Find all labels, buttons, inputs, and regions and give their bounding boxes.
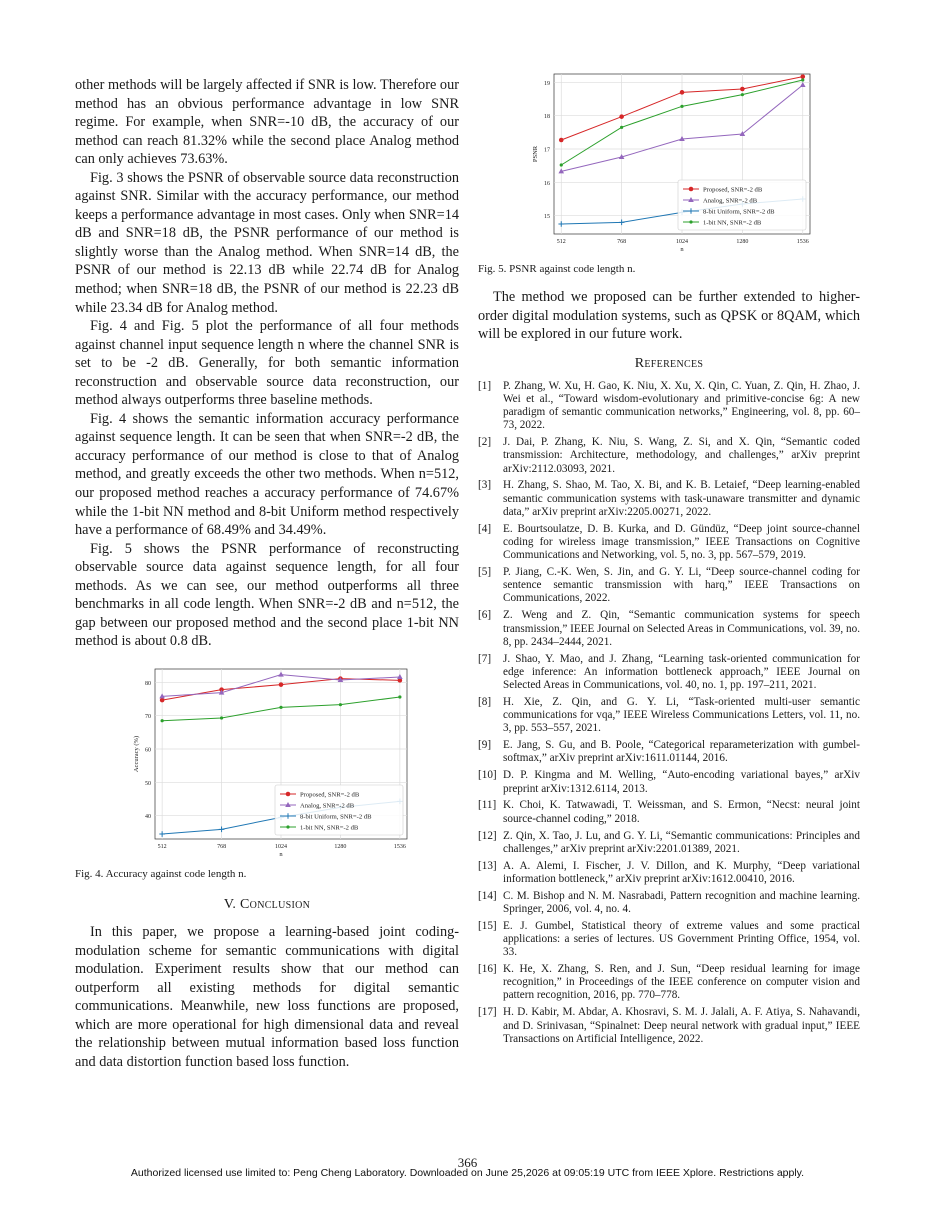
body-paragraph: Fig. 4 and Fig. 5 plot the performance of all four methods against channel input sequence length n where the channel SNR is set to be -2 dB. Generally, for both semantic information reconstruction and observable source data reconstruction, our method always outperforms three baseline methods.: [75, 318, 459, 409]
figure-4-caption: Fig. 4. Accuracy against code length n.: [75, 867, 247, 880]
reference-number: [5]: [478, 566, 492, 579]
reference-text: H. D. Kabir, M. Abdar, A. Khosravi, S. M. J. Jalali, A. F. Atiya, S. Nahavandi, and D. Srinivasan, “Spinalnet: Deep neural network with gradual input,” IEEE Transactions on Artificial Intelligence, 2022.: [503, 1006, 860, 1045]
legend-label: Analog, SNR=-2 dB: [703, 197, 758, 205]
legend-label: Proposed, SNR=-2 dB: [703, 186, 763, 194]
legend-label: 8-bit Uniform, SNR=-2 dB: [300, 813, 372, 821]
y-tick-label: 70: [145, 714, 151, 721]
legend-label: 1-bit NN, SNR=-2 dB: [300, 824, 359, 832]
data-point: [286, 792, 291, 797]
x-tick-label: 768: [617, 239, 627, 245]
right-column: [478, 76, 860, 1050]
reference-item: [478, 653, 860, 693]
data-point: [160, 698, 165, 703]
reference-item: [478, 479, 860, 519]
y-tick-label: 15: [544, 214, 550, 221]
data-point: [680, 90, 685, 95]
x-tick-label: 1280: [736, 239, 749, 245]
y-tick-label: 40: [145, 814, 151, 821]
license-notice: Authorized licensed use limited to: Peng Cheng Laboratory. Downloaded on June 25,2026 at 09:05:19 UTC from IEEE Xplore. Restrictions apply.: [130, 1167, 805, 1179]
reference-number: [14]: [478, 889, 497, 902]
data-point: [559, 138, 564, 143]
reference-item: [478, 739, 860, 765]
reference-number: [9]: [478, 739, 492, 752]
reference-item: [478, 963, 860, 1003]
y-tick-label: 50: [145, 780, 151, 787]
reference-item: [478, 566, 860, 606]
reference-text: K. He, X. Zhang, S. Ren, and J. Sun, “Deep residual learning for image recognition,” in Proceedings of the IEEE conference on computer vision and pattern recognition, 2016, pp. 770–778.: [503, 963, 860, 1002]
legend-label: Analog, SNR=-2 dB: [300, 802, 355, 810]
y-tick-label: 16: [544, 180, 550, 187]
reference-text: Z. Weng and Z. Qin, “Semantic communication systems for speech transmission,” IEEE Journal on Selected Areas in Communications, vol. 39, no. 8, pp. 2434–2444, 2021.: [503, 609, 861, 648]
reference-item: [478, 920, 860, 960]
reference-number: [13]: [478, 859, 497, 872]
page-number: 366: [457, 1155, 478, 1170]
reference-item: [478, 890, 860, 916]
reference-number: [10]: [478, 769, 497, 782]
reference-item: [478, 609, 860, 649]
legend-label: 8-bit Uniform, SNR=-2 dB: [703, 208, 775, 216]
accuracy-chart: [115, 661, 415, 861]
reference-item: [478, 1006, 860, 1046]
data-point: [801, 78, 804, 81]
body-paragraph: Fig. 4 shows the semantic information accuracy performance against sequence length. It can be seen that when SNR=-2 dB, the accuracy performance of our method is close to that of Analog method, and greatly exceeds the other two methods. When n=512, our proposed method reaches a accuracy performance of 74.67% while the 1-bit NN method and 8-bit Uniform method respectively have a performance of 68.49% and 34.49%.: [75, 410, 459, 539]
figure-5-caption: Fig. 5. PSNR against code length n.: [478, 263, 636, 275]
y-tick-label: 17: [544, 147, 550, 154]
reference-number: [17]: [478, 1006, 497, 1019]
reference-text: Z. Qin, X. Tao, J. Lu, and G. Y. Li, “Semantic communications: Principles and challenges,” arXiv preprint arXiv:2201.01389, 2021.: [503, 829, 860, 855]
x-tick-label: 1536: [393, 843, 406, 850]
y-tick-label: 60: [145, 747, 151, 754]
data-point: [800, 74, 805, 79]
reference-text: P. Zhang, W. Xu, H. Gao, K. Niu, X. Xu, X. Qin, C. Yuan, Z. Qin, H. Zhao, J. Wei et al., “Toward wisdom-evolutionary and primitive-concise 6g: A new paradigm of semantic communication networks,” Engineering, vol. 8, pp. 60–73, 2022.: [503, 379, 860, 432]
reference-text: K. Choi, K. Tatwawadi, T. Weissman, and S. Ermon, “Necst: neural joint source-channel coding,” 2018.: [503, 799, 860, 825]
legend-label: 1-bit NN, SNR=-2 dB: [703, 219, 762, 227]
reference-number: [1]: [478, 379, 492, 392]
data-point: [220, 716, 223, 719]
reference-number: [15]: [478, 919, 497, 932]
reference-text: C. M. Bishop and N. M. Nasrabadi, Pattern recognition and machine learning. Springer, 2006, vol. 4, no. 4.: [503, 889, 860, 915]
y-tick-label: 18: [544, 114, 550, 121]
data-point: [689, 220, 692, 223]
x-tick-label: 512: [157, 843, 167, 850]
x-axis-label: n: [680, 246, 684, 253]
x-tick-label: 1280: [334, 843, 347, 850]
psnr-chart: [518, 68, 818, 256]
reference-number: [2]: [478, 436, 492, 449]
reference-text: J. Shao, Y. Mao, and J. Zhang, “Learning task-oriented communication for edge inference: An information bottleneck approach,” IEEE Journal on Selected Areas in Communications, vol. 40, no. 1, pp. 197–211, 2021.: [503, 652, 860, 692]
data-point: [339, 703, 342, 706]
reference-text: H. Zhang, S. Shao, M. Tao, X. Bi, and K. B. Letaief, “Deep learning-enabled semantic communication systems with task-unaware transmitter and dynamic data,” arXiv preprint arXiv:2205.00271, 2022.: [503, 479, 860, 518]
x-tick-label: 1024: [275, 843, 287, 850]
reference-number: [4]: [478, 522, 492, 535]
conclusion-paragraph: In this paper, we propose a learning-based joint coding-modulation scheme for semantic communications with digital modulation. Experiment results show that our method can outperform all existing methods for digital semantic communications. Meanwhile, new loss functions are proposed, which are more operational for high dimensional data and reveal the relationship between mutual information based loss function and data distortion function based loss function.: [75, 923, 459, 1070]
data-point: [398, 695, 401, 698]
x-axis-label: n: [279, 850, 283, 858]
reference-text: P. Jiang, C.-K. Wen, S. Jin, and G. Y. Li, “Deep source-channel coding for sentence semantic transmission with harq,” IEEE Transactions on Communications, 2022.: [503, 566, 860, 605]
reference-number: [8]: [478, 695, 492, 708]
reference-text: E. J. Gumbel, Statistical theory of extreme values and some practical applications: a series of lectures. US Government Printing Office, 1954, vol. 33.: [503, 919, 860, 959]
reference-item: [478, 860, 860, 886]
y-axis-label: PSNR: [532, 145, 539, 163]
body-paragraph: Fig. 5 shows the PSNR performance of reconstructing observable source data against sequence length, for all four methods. As we can see, our method outperforms all three benchmarks in all code length. When SNR=-2 dB and n=512, the gap between our proposed method and the second place 1-bit NN method is about 0.8 dB.: [75, 540, 459, 650]
reference-item: [478, 523, 860, 563]
data-point: [741, 93, 744, 96]
y-axis-label: Accuracy (%): [133, 735, 140, 773]
body-paragraph: The method we proposed can be further extended to higher-order digital modulation systems, such as QPSK or 8QAM, which will be explored in our future work.: [478, 289, 860, 343]
data-point: [619, 114, 624, 119]
figure-4: [115, 661, 459, 861]
reference-number: [12]: [478, 829, 497, 842]
data-point: [620, 126, 623, 129]
body-paragraph: other methods will be largely affected if SNR is low. Therefore our method has an obvious performance advantage in low SNR regime. For example, when SNR=-10 dB, the accuracy of our method can reach 81.32% while the second place Analog method can only achieves 73.63%.: [75, 77, 459, 168]
data-point: [286, 825, 289, 828]
y-tick-label: 80: [145, 680, 151, 687]
references-title: References: [634, 355, 704, 371]
data-point: [279, 706, 282, 709]
reference-text: E. Jang, S. Gu, and B. Poole, “Categorical reparameterization with gumbel-softmax,” arXiv preprint arXiv:1611.01144, 2016.: [503, 739, 860, 765]
x-tick-label: 512: [556, 239, 566, 245]
reference-item: [478, 436, 860, 476]
reference-number: [6]: [478, 609, 492, 622]
reference-item: [478, 696, 860, 736]
left-column: [75, 76, 459, 1071]
body-paragraph: Fig. 3 shows the PSNR of observable source data reconstruction against SNR. Similar with the accuracy performance, our method keeps a performance advantage in most cases. Only when SNR=14 dB and SNR=18 dB, the PSNR performance of our method is slightly worse than the Analog method. When SNR=14 dB, the PSNR of our method is 22.13 dB while 22.74 dB for Analog method; when SNR=18 dB, the PSNR of our method is 22.23 dB while 23.34 dB for Analog method.: [75, 169, 459, 316]
data-point: [560, 163, 563, 166]
reference-item: [478, 769, 860, 795]
data-point: [740, 87, 745, 92]
reference-number: [16]: [478, 963, 497, 976]
reference-item: [478, 830, 860, 856]
reference-number: [3]: [478, 479, 492, 492]
legend-label: Proposed, SNR=-2 dB: [300, 791, 360, 799]
x-tick-label: 1536: [796, 239, 809, 245]
reference-number: [7]: [478, 652, 492, 665]
reference-item: [478, 799, 860, 825]
reference-number: [11]: [478, 799, 497, 812]
data-point: [689, 187, 694, 192]
reference-text: D. P. Kingma and M. Welling, “Auto-encoding variational bayes,” arXiv preprint arXiv:1312.6114, 2013.: [503, 769, 860, 795]
reference-item: [478, 380, 860, 433]
reference-text: H. Xie, Z. Qin, and G. Y. Li, “Task-oriented multi-user semantic communications for vqa,” IEEE Wireless Communications Letters, vol. 11, no. 3, pp. 553–557, 2021.: [503, 695, 860, 735]
reference-text: A. A. Alemi, I. Fischer, J. V. Dillon, and K. Murphy, “Deep variational information bottleneck,” arXiv preprint arXiv:1612.00410, 2016.: [503, 859, 860, 885]
data-point: [680, 105, 683, 108]
data-point: [279, 682, 284, 687]
figure-5: [518, 68, 860, 256]
reference-text: J. Dai, P. Zhang, K. Niu, S. Wang, Z. Si, and X. Qin, “Semantic coded transmission: Architecture, methodology, and challenges,” arXiv preprint arXiv:2112.03093, 2021.: [503, 436, 860, 475]
data-point: [161, 719, 164, 722]
x-tick-label: 1024: [676, 239, 688, 245]
y-tick-label: 19: [544, 80, 550, 87]
reference-text: E. Bourtsoulatze, D. B. Kurka, and D. Gündüz, “Deep joint source-channel coding for wireless image transmission,” IEEE Transactions on Cognitive Communications and Networking, vol. 5, no. 3, pp. 567–579, 2019.: [503, 522, 860, 562]
references-list: [478, 380, 860, 1046]
section-title: V. Conclusion: [223, 896, 311, 912]
x-tick-label: 768: [217, 843, 227, 850]
